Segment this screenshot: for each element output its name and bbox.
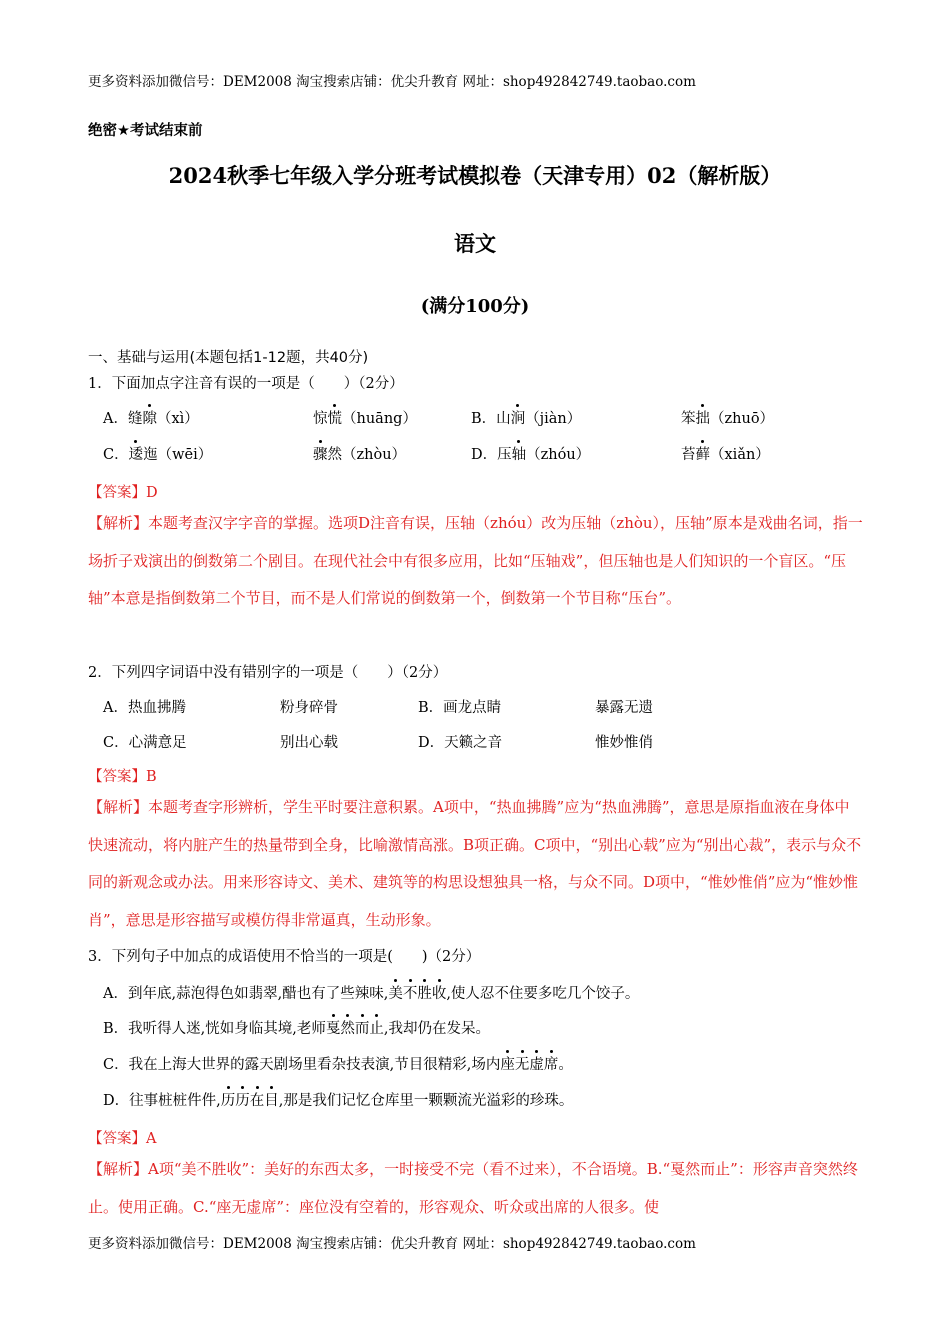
- question-3-stem: 3．下列句子中加点的成语使用不恰当的一项是( )（2分）: [88, 949, 481, 965]
- section-heading: 一、基础与运用(本题包括1-12题，共40分): [88, 350, 369, 366]
- q3-option-c: C．我在上海大世界的露天剧场里看杂技表演,节目很精彩,场内座无虚席。: [103, 1053, 573, 1074]
- q3-option-a: A．到年底,蒜泡得色如翡翠,醋也有了些辣味,美不胜收,使人忍不住要多吃几个饺子。: [103, 982, 639, 1003]
- q2-option-b1: B．画龙点睛: [418, 700, 502, 716]
- q2-option-c2: 别出心载: [280, 735, 338, 751]
- question-2-stem: 2．下列四字词语中没有错别字的一项是（ ）（2分）: [88, 665, 448, 681]
- confidential-mark: 绝密★考试结束前: [88, 123, 203, 139]
- q1-option-d2: 苔藓（xiǎn）: [681, 443, 770, 464]
- document-title: 2024秋季七年级入学分班考试模拟卷（天津专用）02（解析版）: [168, 163, 782, 188]
- q2-answer: 【答案】B: [88, 769, 157, 785]
- q2-option-c1: C．心满意足: [103, 735, 187, 751]
- q2-option-d1: D．天籁之音: [418, 735, 503, 751]
- q2-option-d2: 惟妙惟俏: [595, 735, 653, 751]
- q1-option-d1: D．压轴（zhóu）: [471, 443, 590, 464]
- subject-heading: 语文: [454, 231, 496, 256]
- q1-option-c1: C．逶迤（wēi）: [103, 443, 212, 464]
- q1-option-b2: 笨拙（zhuō）: [681, 407, 774, 428]
- q1-explanation: 【解析】本题考查汉字字音的掌握。选项D注音有误，压轴（zhóu）改为压轴（zhòu），压轴”原本是戏曲名词，指一场折子戏演出的倒数第二个剧目。在现代社会中有很多应用，比如“压轴戏”，但压轴也是人们知识的一个盲区。“压轴”本意是指倒数第二个节目，而不是人们常说的倒数第一个，倒数第一个节目称“压台”。: [88, 514, 863, 607]
- q3-answer: 【答案】A: [88, 1131, 157, 1147]
- q2-option-a1: A．热血拂腾: [103, 700, 186, 716]
- q3-option-b: B．我听得人迷,恍如身临其境,老师戛然而止,我却仍在发呆。: [103, 1017, 490, 1038]
- q1-option-a2: 惊慌（huāng）: [313, 407, 417, 428]
- full-score: (满分100分): [420, 296, 530, 317]
- q2-option-b2: 暴露无遗: [595, 700, 653, 716]
- q3-explanation: 【解析】A项“美不胜收”：美好的东西太多，一时接受不完（看不过来），不合语境。B.“戛然而止”：形容声音突然终止。使用正确。C.“座无虚席”：座位没有空着的，形容观众、听众或出席的人很多。使: [88, 1160, 858, 1216]
- q1-option-a1: A．缝隙（xì）: [103, 407, 199, 428]
- q1-option-b1: B．山涧（jiàn）: [471, 407, 581, 428]
- q1-answer: 【答案】D: [88, 485, 158, 501]
- q2-explanation: 【解析】本题考查字形辨析，学生平时要注意积累。A项中，“热血拂腾”应为“热血沸腾”，意思是原指血液在身体中快速流动，将内脏产生的热量带到全身，比喻激情高涨。B项正确。C项中，“别出心载”应为“别出心裁”，表示与众不同的新观念或办法。用来形容诗文、美术、建筑等的构思设想独具一格，与众不同。D项中，“惟妙惟俏”应为“惟妙惟肖”，意思是形容描写或模仿得非常逼真，生动形象。: [88, 798, 862, 929]
- question-1-stem: 1．下面加点字注音有误的一项是（ ）（2分）: [88, 376, 404, 392]
- q2-option-a2: 粉身碎骨: [280, 700, 338, 716]
- header-contact: 更多资料添加微信号：DEM2008 淘宝搜索店铺：优尖升教育 网址：shop492842749.taobao.com: [88, 74, 696, 90]
- q3-option-d: D．往事桩桩件件,历历在目,那是我们记忆仓库里一颗颗流光溢彩的珍珠。: [103, 1089, 573, 1110]
- q1-option-c2: 骤然（zhòu）: [313, 443, 406, 464]
- footer-contact: 更多资料添加微信号：DEM2008 淘宝搜索店铺：优尖升教育 网址：shop492842749.taobao.com: [88, 1236, 696, 1252]
